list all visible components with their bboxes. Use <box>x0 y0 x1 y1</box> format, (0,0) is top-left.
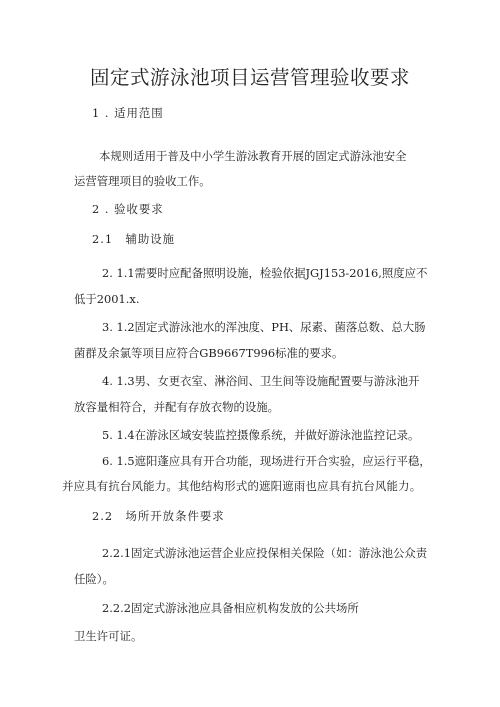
paragraph-line: 运营管理项目的验收工作。 <box>74 174 211 188</box>
section-heading-requirements: 2 . 验收要求 <box>92 202 164 216</box>
paragraph-line: 本规则适用于普及中小学生游泳教育开展的固定式游泳池安全 <box>99 149 407 163</box>
paragraph-line: 卫生许可证。 <box>74 629 143 643</box>
paragraph-line: 2. 1.1需要时应配备照明设施，检验依据JGJ153-2016,照度应不 <box>102 266 428 280</box>
paragraph-line: 放容量相符合，并配有存放衣物的设施。 <box>74 400 280 414</box>
paragraph-line: 4. 1.3男、女更衣室、淋浴间、卫生间等设施配置要与游泳池开 <box>102 374 420 388</box>
paragraph-line: 2.2.2固定式游泳池应具备相应机构发放的公共场所 <box>102 601 359 615</box>
paragraph-line: 3. 1.2固定式游泳池水的浑浊度、PH、尿素、菌落总数、总大肠 <box>102 320 426 334</box>
paragraph-line: 菌群及余氯等项目应符合GB9667T996标准的要求。 <box>74 346 344 360</box>
paragraph-line: 2.2.1固定式游泳池运营企业应投保相关保险（如：游泳池公众责 <box>102 546 428 560</box>
section-heading-scope: 1 . 适用范围 <box>92 106 164 120</box>
paragraph-line: 低于2001.x. <box>74 292 140 306</box>
paragraph-line: 5. 1.4在游泳区域安装监控摄像系统，并做好游泳池监控记录。 <box>102 428 420 442</box>
document-title: 固定式游泳池项目运营管理验收要求 <box>89 66 410 89</box>
paragraph-line: 任险）。 <box>74 572 114 586</box>
paragraph-line: 并应具有抗台风能力。其他结构形式的遮阳遮雨也应具有抗台风能力。 <box>62 479 422 493</box>
paragraph-line: 6. 1.5遮阳蓬应具有开合功能，现场进行开合实验，应运行平稳， <box>102 454 431 468</box>
subsection-heading-opening-conditions: 2.2 场所开放条件要求 <box>92 509 225 523</box>
subsection-heading-facilities: 2.1 辅助设施 <box>92 232 176 246</box>
